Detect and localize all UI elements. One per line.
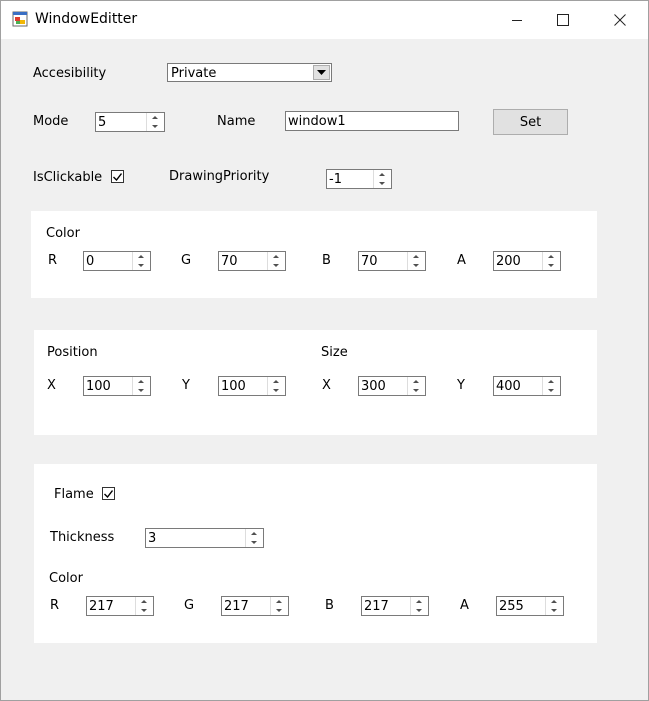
color-r-stepper[interactable] xyxy=(83,251,151,271)
clickable-checkbox[interactable] xyxy=(111,170,124,183)
color-g-spin-buttons xyxy=(267,252,285,270)
flame-panel xyxy=(34,464,597,643)
size-label: Size xyxy=(321,345,348,360)
color-a-down-button[interactable] xyxy=(543,261,559,270)
flame-b-value: 217 xyxy=(364,599,389,614)
position-y-value: 100 xyxy=(221,379,246,394)
drawing-priority-stepper[interactable] xyxy=(326,169,392,189)
chevron-down-icon xyxy=(317,70,326,75)
maximize-button[interactable] xyxy=(540,1,586,39)
arrow-down-icon xyxy=(379,182,385,185)
arrow-down-icon xyxy=(548,389,554,392)
size-x-label: X xyxy=(322,378,331,393)
accessibility-value: Private xyxy=(171,66,217,81)
drawing-priority-up-button[interactable] xyxy=(374,170,390,179)
flame-g-stepper[interactable] xyxy=(221,596,289,616)
color-b-spin-buttons xyxy=(407,252,425,270)
flame-b-stepper[interactable] xyxy=(361,596,429,616)
color-panel xyxy=(31,211,597,298)
position-y-stepper[interactable] xyxy=(218,376,286,396)
size-x-spin-buttons xyxy=(407,377,425,395)
arrow-down-icon xyxy=(416,609,422,612)
flame-r-down-button[interactable] xyxy=(136,606,152,615)
size-x-value: 300 xyxy=(361,379,386,394)
flame-r-value: 217 xyxy=(89,599,114,614)
arrow-up-icon xyxy=(251,532,257,535)
flame-b-label: B xyxy=(325,598,334,613)
color-g-value: 70 xyxy=(221,254,238,269)
title-bar[interactable] xyxy=(1,1,648,39)
flame-a-value: 255 xyxy=(499,599,524,614)
window-title: WindowEditter xyxy=(35,11,138,27)
flame-b-up-button[interactable] xyxy=(411,597,427,606)
size-y-label: Y xyxy=(457,378,465,393)
flame-label: Flame xyxy=(54,487,94,502)
set-button-label: Set xyxy=(519,114,542,130)
arrow-up-icon xyxy=(141,600,147,603)
flame-a-label: A xyxy=(460,598,469,613)
flame-g-value: 217 xyxy=(224,599,249,614)
color-b-up-button[interactable] xyxy=(408,252,424,261)
arrow-up-icon xyxy=(416,600,422,603)
arrow-down-icon xyxy=(138,389,144,392)
arrow-up-icon xyxy=(379,173,385,176)
arrow-down-icon xyxy=(152,125,158,128)
arrow-down-icon xyxy=(551,609,557,612)
flame-b-down-button[interactable] xyxy=(411,606,427,615)
arrow-down-icon xyxy=(276,609,282,612)
arrow-up-icon xyxy=(276,600,282,603)
thickness-label: Thickness xyxy=(50,530,115,545)
color-b-label: B xyxy=(322,253,331,268)
flame-checkbox[interactable] xyxy=(102,487,115,500)
position-label: Position xyxy=(47,345,98,360)
arrow-down-icon xyxy=(548,264,554,267)
size-y-value: 400 xyxy=(496,379,521,394)
position-y-up-button[interactable] xyxy=(268,377,284,386)
maximize-icon xyxy=(557,14,569,26)
flame-r-up-button[interactable] xyxy=(136,597,152,606)
size-x-down-button[interactable] xyxy=(408,386,424,395)
position-x-label: X xyxy=(47,378,56,393)
color-a-stepper[interactable] xyxy=(493,251,561,271)
arrow-up-icon xyxy=(138,255,144,258)
flame-a-up-button[interactable] xyxy=(546,597,562,606)
close-icon xyxy=(614,14,626,26)
flame-g-up-button[interactable] xyxy=(271,597,287,606)
color-a-up-button[interactable] xyxy=(543,252,559,261)
drawing-priority-value: -1 xyxy=(329,172,342,187)
position-x-up-button[interactable] xyxy=(133,377,149,386)
name-label: Name xyxy=(217,114,256,129)
flame-color-label: Color xyxy=(49,571,83,586)
color-r-label: R xyxy=(48,253,58,268)
thickness-value: 3 xyxy=(148,531,157,546)
accessibility-label: Accesibility xyxy=(33,66,107,81)
size-y-stepper[interactable] xyxy=(493,376,561,396)
mode-down-button[interactable] xyxy=(147,122,163,131)
arrow-up-icon xyxy=(273,255,279,258)
arrow-up-icon xyxy=(138,380,144,383)
position-y-spin-buttons xyxy=(267,377,285,395)
mode-spin-buttons xyxy=(146,113,164,131)
minimize-icon xyxy=(511,14,523,26)
flame-g-label: G xyxy=(184,598,195,613)
arrow-down-icon xyxy=(413,264,419,267)
position-x-down-button[interactable] xyxy=(133,386,149,395)
color-r-down-button[interactable] xyxy=(133,261,149,270)
color-r-value: 0 xyxy=(86,254,95,269)
mode-label: Mode xyxy=(33,114,69,129)
flame-a-spin-buttons xyxy=(545,597,563,615)
mode-stepper[interactable] xyxy=(95,112,165,132)
arrow-up-icon xyxy=(413,255,419,258)
arrow-up-icon xyxy=(548,255,554,258)
size-y-spin-buttons xyxy=(542,377,560,395)
size-x-stepper[interactable] xyxy=(358,376,426,396)
color-b-stepper[interactable] xyxy=(358,251,426,271)
color-a-spin-buttons xyxy=(542,252,560,270)
accessibility-combobox[interactable] xyxy=(167,63,332,82)
app-icon xyxy=(12,11,28,27)
mode-up-button[interactable] xyxy=(147,113,163,122)
position-x-value: 100 xyxy=(86,379,111,394)
color-r-spin-buttons xyxy=(132,252,150,270)
accessibility-dropdown-button[interactable] xyxy=(313,65,330,80)
color-b-down-button[interactable] xyxy=(408,261,424,270)
arrow-up-icon xyxy=(413,380,419,383)
thickness-down-button[interactable] xyxy=(246,538,262,547)
color-g-label: G xyxy=(181,253,192,268)
color-a-label: A xyxy=(457,253,466,268)
position-x-spin-buttons xyxy=(132,377,150,395)
drawing-priority-spin-buttons xyxy=(373,170,391,188)
thickness-stepper[interactable] xyxy=(145,528,264,548)
arrow-down-icon xyxy=(251,541,257,544)
position-y-down-button[interactable] xyxy=(268,386,284,395)
drawing-priority-down-button[interactable] xyxy=(374,179,390,188)
flame-a-down-button[interactable] xyxy=(546,606,562,615)
arrow-up-icon xyxy=(551,600,557,603)
arrow-down-icon xyxy=(273,389,279,392)
name-value: window1 xyxy=(288,114,346,129)
arrow-up-icon xyxy=(273,380,279,383)
color-g-stepper[interactable] xyxy=(218,251,286,271)
checkmark-icon xyxy=(113,173,122,181)
thickness-spin-buttons xyxy=(245,529,263,547)
name-input[interactable] xyxy=(285,111,459,131)
arrow-down-icon xyxy=(138,264,144,267)
flame-r-spin-buttons xyxy=(135,597,153,615)
set-button[interactable] xyxy=(493,109,568,135)
arrow-down-icon xyxy=(273,264,279,267)
position-size-panel xyxy=(34,330,597,435)
position-x-stepper[interactable] xyxy=(83,376,151,396)
flame-g-down-button[interactable] xyxy=(271,606,287,615)
color-g-up-button[interactable] xyxy=(268,252,284,261)
color-g-down-button[interactable] xyxy=(268,261,284,270)
thickness-up-button[interactable] xyxy=(246,529,262,538)
close-button[interactable] xyxy=(597,1,643,39)
drawing-priority-label: DrawingPriority xyxy=(169,169,270,184)
arrow-down-icon xyxy=(413,389,419,392)
clickable-label: IsClickable xyxy=(33,170,103,185)
checkmark-icon xyxy=(104,490,113,498)
flame-b-spin-buttons xyxy=(410,597,428,615)
size-x-up-button[interactable] xyxy=(408,377,424,386)
arrow-up-icon xyxy=(548,380,554,383)
color-a-value: 200 xyxy=(496,254,521,269)
position-y-label: Y xyxy=(182,378,190,393)
size-y-up-button[interactable] xyxy=(543,377,559,386)
size-y-down-button[interactable] xyxy=(543,386,559,395)
arrow-down-icon xyxy=(141,609,147,612)
flame-g-spin-buttons xyxy=(270,597,288,615)
color-r-up-button[interactable] xyxy=(133,252,149,261)
color-label: Color xyxy=(46,226,80,241)
minimize-button[interactable] xyxy=(494,1,540,39)
flame-r-stepper[interactable] xyxy=(86,596,154,616)
flame-r-label: R xyxy=(50,598,60,613)
color-b-value: 70 xyxy=(361,254,378,269)
arrow-up-icon xyxy=(152,116,158,119)
flame-a-stepper[interactable] xyxy=(496,596,564,616)
mode-value: 5 xyxy=(98,115,107,130)
